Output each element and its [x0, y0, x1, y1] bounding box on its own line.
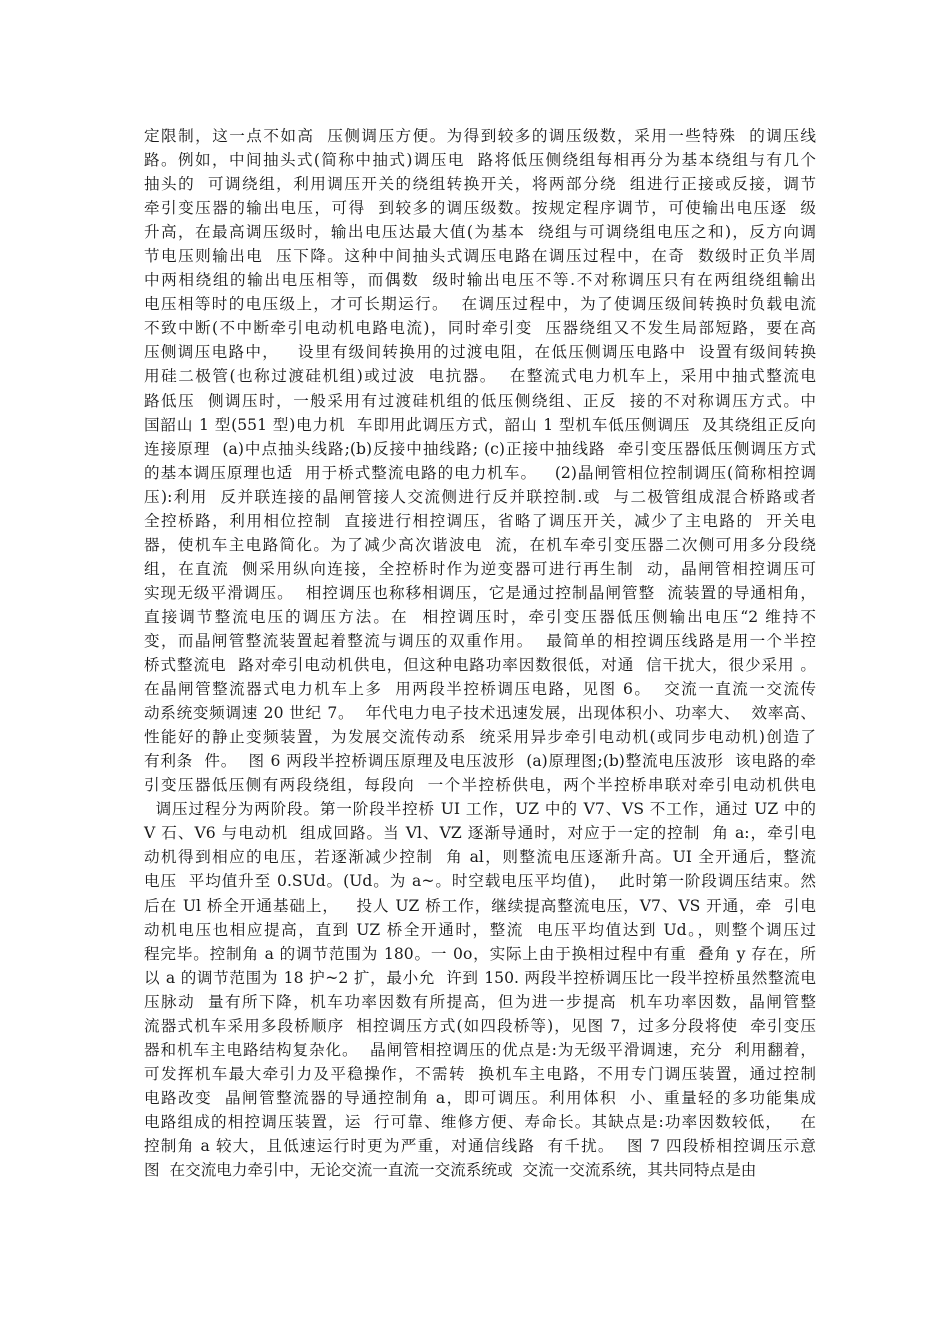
text-line: 在晶闸管整流器式电力机车上多 用两段半控桥调压电路，见图 6。 交流一直流一交流传 — [144, 680, 816, 699]
text-line: 国韶山 1 型(551 型)电力机 车即用此调压方式，韶山 1 型机车低压侧调压 及其绕组正反向 — [144, 415, 816, 434]
text-line: 用硅二极管(也称过渡硅机组)或过波 电抗器。 在整流式电力机车上，采用中抽式整流电 — [144, 367, 816, 386]
text-line: 牵引变压器的输出电压，可得 到较多的调压级数。按规定程序调节，可使输出电压逐 级 — [144, 199, 816, 218]
text-line: 实现无级平滑调压。 相控调压也称移相调压，它是通过控制晶闸管整 流装置的导通相角， — [144, 583, 816, 602]
text-line: 压脉动 量有所下降，机车功率因数有所提高，但为进一步提高 机车功率因数，晶闸管整 — [144, 992, 816, 1011]
text-line: 路低压 侧调压时，一般采用有过渡硅机组的低压侧绕组、正反 接的不对称调压方式。中 — [144, 391, 816, 410]
text-line: 压):利用 反并联连接的晶闸管接人交流侧进行反并联控制.或 与二极管组成混合桥路或者 — [144, 487, 816, 506]
text-line: 中两相绕组的输出电压相等，而偶数 级时输出电压不等.不对称调压只有在两组绕组輸出 — [144, 271, 816, 290]
text-line: 桥式整流电 路对牵引电动机供电，但这种电路功率因数很低，对通 信干扰大，很少采用 。 — [144, 656, 816, 675]
text-line: 压侧调压电路中， 设里有级间转换用的过渡电阻，在低压侧调压电路中 设置有级间转换 — [144, 343, 816, 362]
text-line: 升高，在最高调压级时，输出电压达最大值(为基本 绕组与可调绕组电压之和)，反方向调 — [144, 223, 816, 242]
text-line: 路。例如，中间抽头式(简称中抽式)调压电 路将低压侧绕组每相再分为基本绕组与有几个 — [144, 151, 816, 170]
text-line: 动机得到相应的电压，若逐渐减少控制 角 al，则整流电压逐渐升高。UI 全开通后，整流 — [144, 848, 816, 867]
text-line: 性能好的静止变频装置，为发展交流传动系 统采用异步牵引电动机(或同步电动机)创造了 — [144, 728, 816, 747]
text-line: 引变压器低压侧有两段绕组，每段向 一个半控桥供电，两个半控桥串联对牵引电动机供电 — [144, 776, 816, 795]
text-line: 定限制，这一点不如高 压侧调压方便。为得到较多的调压级数，采用一些特殊 的调压线 — [144, 127, 816, 145]
text-line: 直接调节整流电压的调压方法。在 相控调压时，牵引变压器低压侧输出电压“2 维持不 — [144, 607, 816, 626]
text-line: 可发挥机车最大牵引力及平稳操作，不需转 换机车主电路，不用专门调压装置，通过控制 — [144, 1064, 816, 1083]
text-line: 组，在直流 侧采用纵向连接，全控桥时作为逆变器可进行再生制 动，晶闸管相控调压可 — [144, 559, 816, 578]
text-line: 动系统变频调速 20 世纪 7。 年代电力电子技术迅速发展，出现体积小、功率大、 效率高、 — [144, 704, 816, 723]
text-line: 节电压则输出电 压下降。这种中间抽头式调压电路在调压过程中，在奇 数级时正负半周 — [144, 247, 816, 266]
text-line: 以 a 的调节范围为 18 护~2 扩，最小允 许到 150. 两段半控桥调压比一段半控桥虽然整流电 — [144, 968, 816, 987]
text-line: 动机电压也相应提高，直到 UZ 桥全开通时，整流 电压平均值达到 Ud。，则整个调压过 — [144, 920, 816, 939]
text-line: 电路改变 晶闸管整流器的导通控制角 a，即可调压。利用体积 小、重量轻的多功能集成 — [144, 1088, 816, 1107]
text-line: 图 在交流电力牵引中，无论交流一直流一交流系统或 交流一交流系统，其共同特点是由 — [144, 1161, 757, 1180]
text-line: 电路组成的相控调压装置，运 行可靠、维修方便、寿命长。其缺点是:功率因数较低， 在 — [144, 1112, 816, 1131]
text-line: 全控桥路，利用相位控制 直接进行相控调压，省略了调压开关，减少了主电路的 开关电 — [144, 511, 816, 530]
text-line: 连接原理 (a)中点抽头线路;(b)反接中抽线路; (c)正接中抽线路 牵引变压器低压侧调压方式 — [144, 439, 816, 458]
text-line: 后在 Ul 桥全开通基础上， 投人 UZ 桥工作，继续提高整流电压，V7、VS 开通，牵 引电 — [144, 896, 816, 915]
text-line: 流器式机车采用多段桥顺序 相控调压方式(如四段桥等)，见图 7，过多分段将使 牵引变压 — [144, 1016, 816, 1035]
text-line: 电压相等时的电压级上，才可长期运行。 在调压过程中，为了使调压级间转换时负载电流 — [144, 295, 816, 314]
text-line: 器和机车主电路结构复杂化。 晶闸管相控调压的优点是:为无级平滑调速，充分 利用翻着， — [144, 1040, 816, 1059]
text-line: 的基本调压原理也适 用于桥式整流电路的电力机车。 (2)晶闸管相位控制调压(简称相控调 — [144, 463, 816, 482]
text-line: V 石、V6 与电动机 组成回路。当 Vl、VZ 逐渐导通时，对应于一定的控制 角 a:，牵引电 — [144, 824, 816, 843]
document-body — [144, 124, 816, 1182]
text-line: 控制角 a 较大，且低速运行时更为严重，对通信线路 有千扰。 图 7 四段桥相控调压示意 — [144, 1136, 816, 1155]
text-line: 调压过程分为两阶段。第一阶段半控桥 UI 工作，UZ 中的 V7、VS 不工作，通过 UZ 中的 — [144, 800, 816, 819]
text-line: 有利条 件。 图 6 两段半控桥调压原理及电压波形 (a)原理图;(b)整流电压波形 该电路的牵 — [144, 752, 816, 771]
text-line: 程完毕。控制角 a 的调节范围为 180。一 0o，实际上由于换相过程中有重 叠角 y 存在，所 — [144, 944, 816, 963]
text-line: 电压 平均值升至 0.SUd。(Ud。为 a~。时空载电压平均值)， 此时第一阶段调压结束。然 — [144, 872, 816, 891]
text-line: 不致中断(不中断牵引电动机电路电流)，同时牵引变 压器绕组又不发生局部短路，要在高 — [144, 319, 816, 338]
text-line: 器，使机车主电路简化。为了减少高次谐波电 流，在机车牵引变压器二次侧可用多分段绕 — [144, 535, 816, 554]
text-line: 变，而晶闸管整流装置起着整流与调压的双重作用。 最简单的相控调压线路是用一个半控 — [144, 631, 816, 650]
text-line: 抽头的 可调绕组，利用调压开关的绕组转换开关，将两部分绕 组进行正接或反接，调节 — [144, 175, 816, 194]
